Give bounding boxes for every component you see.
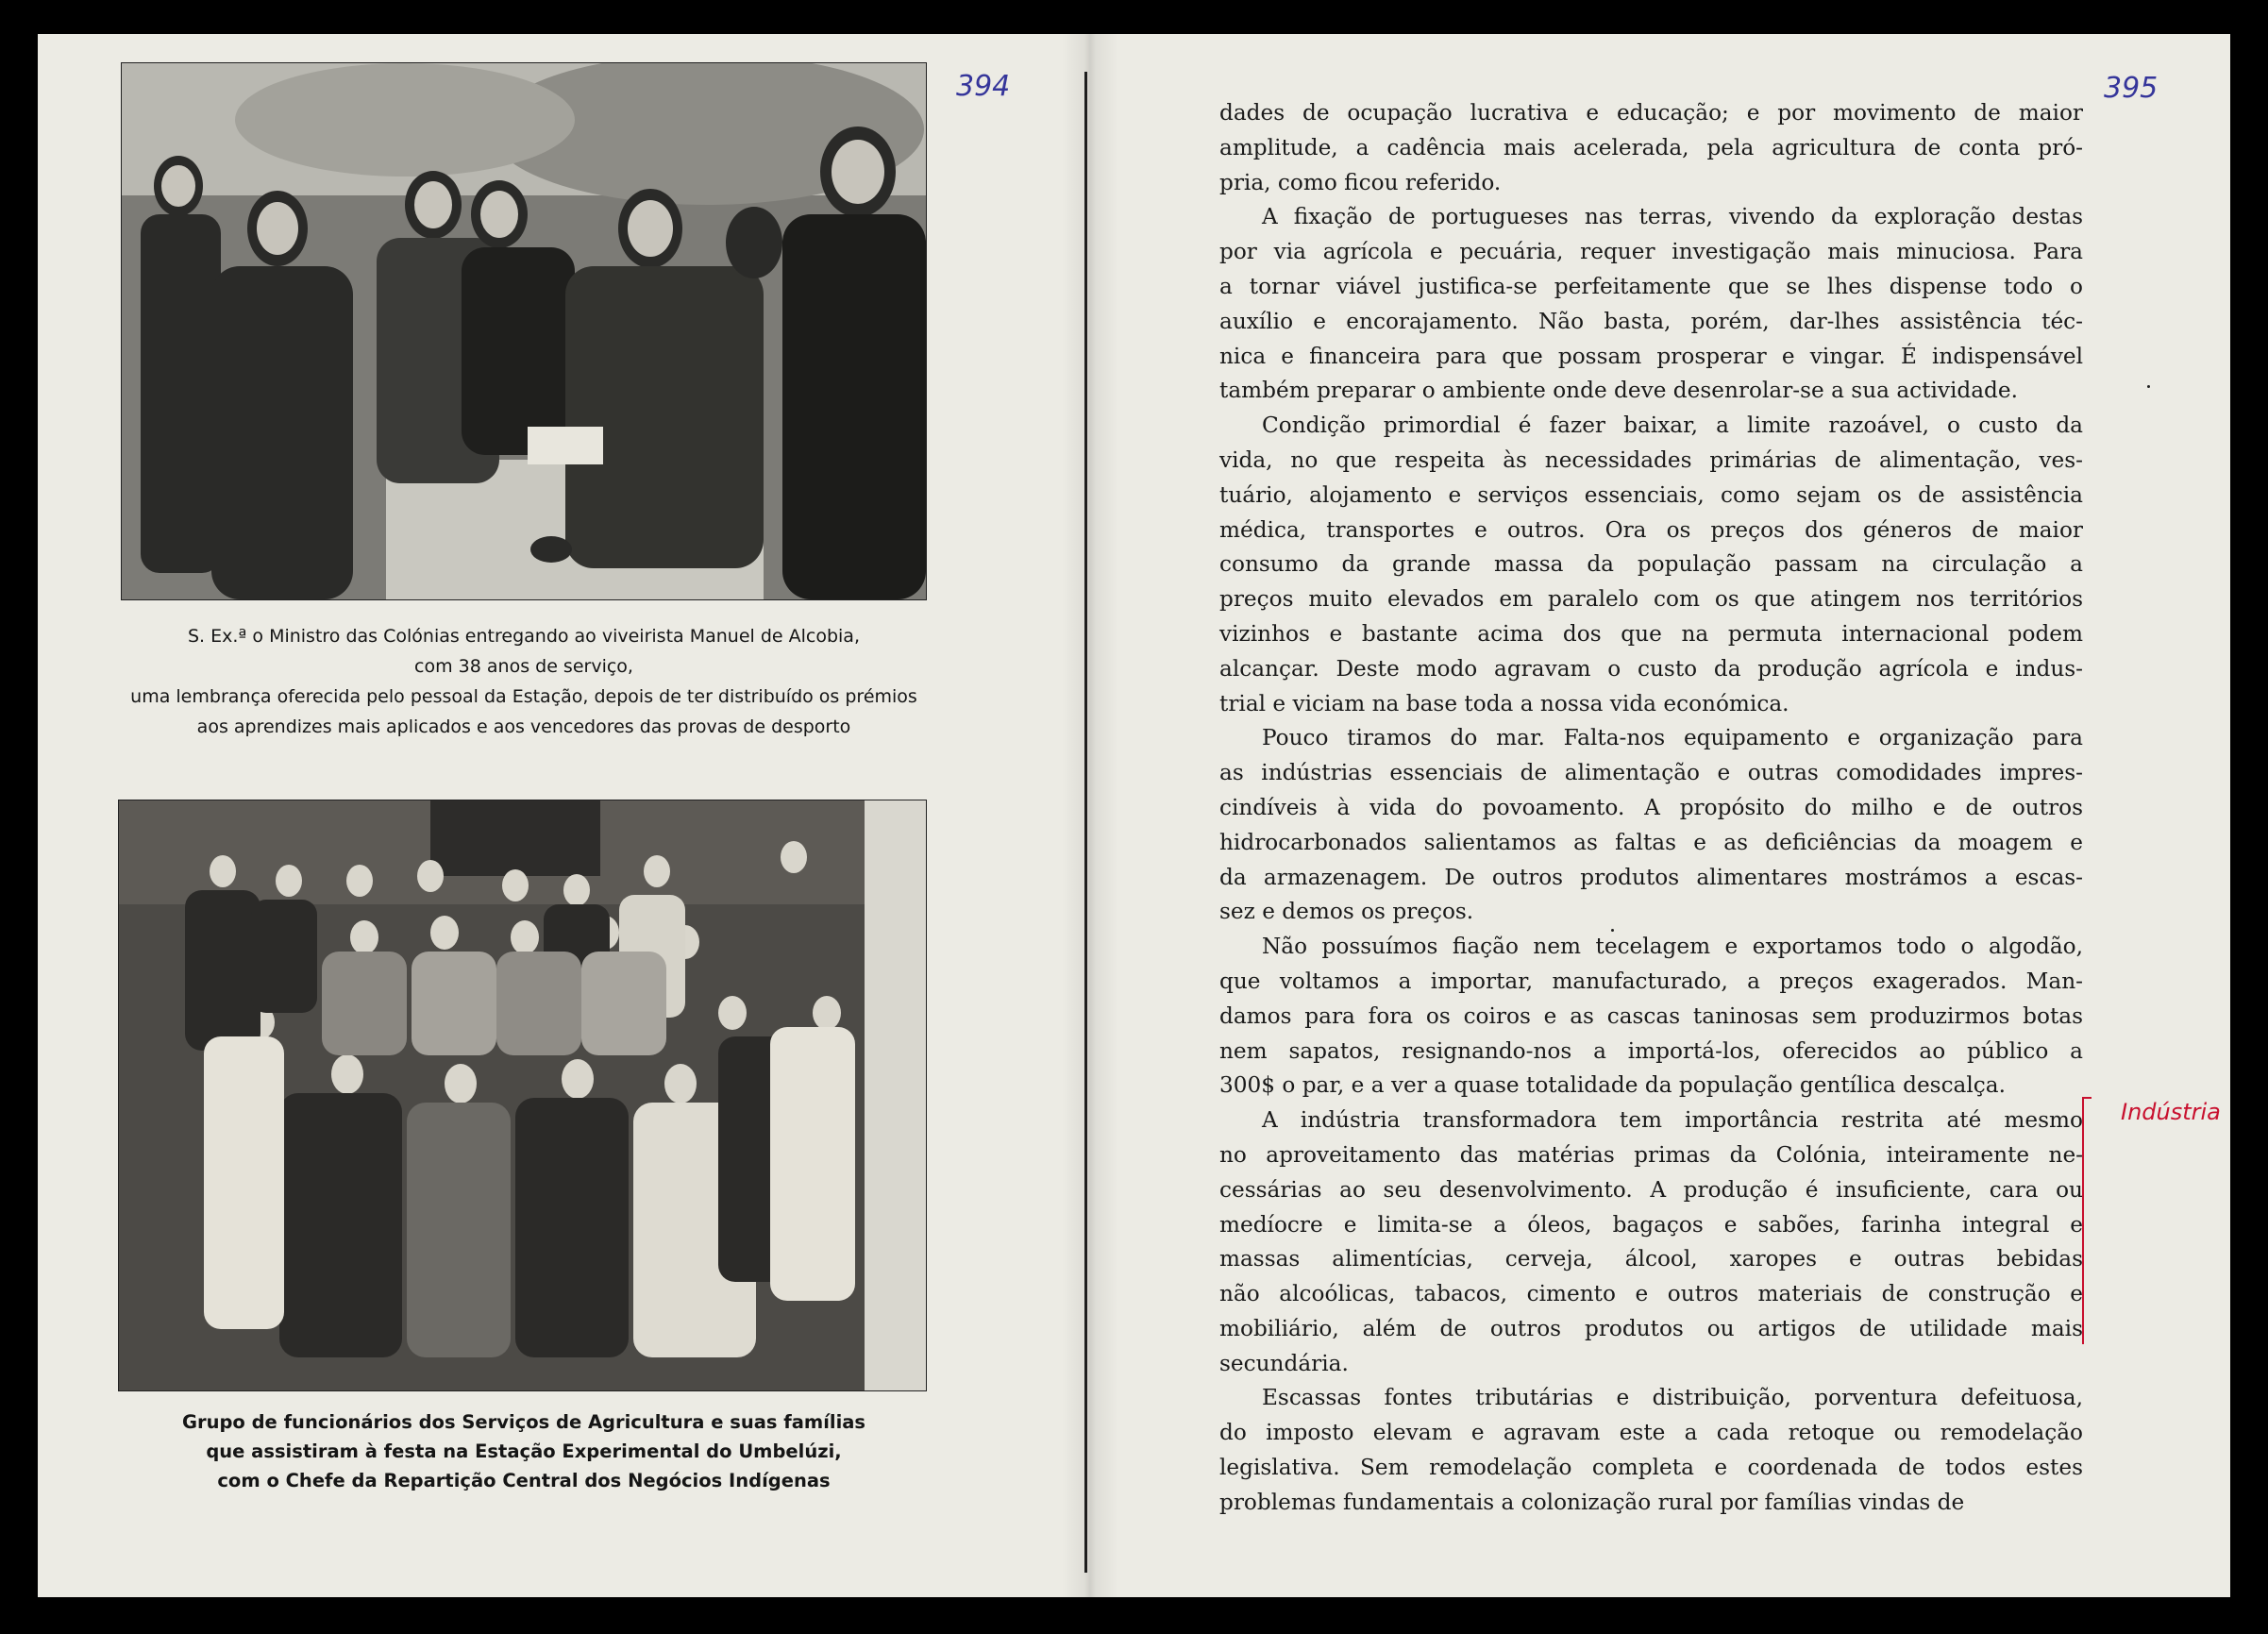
caption-bottom-line: com o Chefe da Repartição Central dos Negócios Indígenas xyxy=(217,1470,831,1491)
text-line: Escassas fontes tributárias e distribuição, porventura defeituosa, xyxy=(1262,1385,2083,1411)
caption-bottom xyxy=(94,1407,953,1495)
text-line: hidrocarbonados salientamos as faltas e as deficiências da moagem e xyxy=(1219,829,2083,855)
text-line: amplitude, a cadência mais acelerada, pela agricultura de conta pró- xyxy=(1219,134,2083,160)
text-line: não alcoólicas, tabacos, cimento e outros materiais de construção e xyxy=(1219,1281,2083,1307)
paragraph xyxy=(1219,1103,2083,1381)
photo-ceremony-illustration xyxy=(122,63,926,599)
speck xyxy=(2147,385,2150,388)
page-number-right: 395 xyxy=(2104,72,2159,105)
text-line: A fixação de portugueses nas terras, vivendo da exploração destas xyxy=(1262,204,2083,230)
text-line: nem sapatos, resignando-nos a importá-los, oferecidos ao público a xyxy=(1219,1037,2083,1064)
text-line: no aproveitamento das matérias primas da Colónia, inteiramente ne- xyxy=(1219,1141,2083,1168)
text-line: também preparar o ambiente onde deve desenrolar-se a sua actividade. xyxy=(1219,378,2018,404)
text-line: por via agrícola e pecuária, requer investigação mais minuciosa. Para xyxy=(1219,239,2083,265)
text-line: problemas fundamentais a colonização rural por famílias vindas de xyxy=(1219,1489,1965,1515)
text-line: mobiliário, além de outros produtos ou artigos de utilidade mais xyxy=(1219,1315,2083,1341)
text-line: a tornar viável justifica-se perfeitamente que se lhes dispense todo o xyxy=(1219,273,2083,299)
paragraph xyxy=(1219,721,2083,930)
text-line: Pouco tiramos do mar. Falta-nos equipamento e organização para xyxy=(1262,725,2083,751)
photo-group xyxy=(118,800,927,1391)
text-line: cessárias ao seu desenvolvimento. A produção é insuficiente, cara ou xyxy=(1219,1176,2083,1203)
photo-group-illustration xyxy=(119,800,926,1390)
caption-top-line: uma lembrança oferecida pelo pessoal da Estação, depois de ter distribuído os prémios xyxy=(130,686,917,707)
gutter-line xyxy=(1084,72,1087,1573)
text-line: medíocre e limita-se a óleos, bagaços e sabões, farinha integral e xyxy=(1219,1211,2083,1238)
caption-top-line: aos aprendizes mais aplicados e aos vencedores das provas de desporto xyxy=(196,716,851,737)
text-line: alcançar. Deste modo agravam o custo da produção agrícola e indus- xyxy=(1219,655,2083,682)
book-gutter xyxy=(1062,34,1118,1597)
text-line: pria, como ficou referido. xyxy=(1219,169,1502,195)
text-line: massas alimentícias, cerveja, álcool, xaropes e outras bebidas xyxy=(1219,1246,2083,1272)
text-line: secundária. xyxy=(1219,1350,1349,1376)
photo-ceremony xyxy=(121,62,927,600)
body-text xyxy=(1219,96,2083,1521)
paragraph xyxy=(1219,200,2083,409)
text-line: legislativa. Sem remodelação completa e coordenada de todos estes xyxy=(1219,1455,2083,1481)
text-line: dades de ocupação lucrativa e educação; e por movimento de maior xyxy=(1219,100,2083,126)
text-line: Não possuímos fiação nem tecelagem e exportamos todo o algodão, xyxy=(1262,934,2083,960)
caption-top xyxy=(94,621,953,742)
text-line: vida, no que respeita às necessidades primárias de alimentação, ves- xyxy=(1219,446,2083,473)
left-page xyxy=(38,34,1090,1597)
paragraph xyxy=(1219,96,2083,200)
text-line: médica, transportes e outros. Ora os preços dos géneros de maior xyxy=(1219,516,2083,543)
text-line: da armazenagem. De outros produtos alimentares mostrámos a escas- xyxy=(1219,864,2083,890)
text-line: A indústria transformadora tem importância restrita até mesmo xyxy=(1262,1107,2083,1134)
caption-bottom-line: que assistiram à festa na Estação Experimental do Umbelúzi, xyxy=(206,1440,842,1462)
page-number-left: 394 xyxy=(956,70,1011,103)
text-line: do imposto elevam e agravam este a cada retoque ou remodelação xyxy=(1219,1420,2083,1446)
text-line: preços muito elevados em paralelo com os que atingem nos territórios xyxy=(1219,586,2083,613)
speck xyxy=(1611,929,1614,932)
caption-top-line: S. Ex.ª o Ministro das Colónias entregando ao viveirista Manuel de Alcobia, xyxy=(187,626,860,647)
text-line: consumo da grande massa da população passam na circulação a xyxy=(1219,551,2083,578)
text-line: que voltamos a importar, manufacturado, a preços exagerados. Man- xyxy=(1219,968,2083,994)
text-line: as indústrias essenciais de alimentação e outras comodidades impres- xyxy=(1219,760,2083,786)
text-line: auxílio e encorajamento. Não basta, porém, dar-lhes assistência téc- xyxy=(1219,308,2083,334)
paragraph xyxy=(1219,930,2083,1103)
text-line: cindíveis à vida do povoamento. A propósito do milho e de outros xyxy=(1219,794,2083,820)
paragraph xyxy=(1219,1381,2083,1520)
margin-note: Indústria xyxy=(2121,1099,2221,1125)
margin-bracket xyxy=(2082,1097,2092,1344)
text-line: sez e demos os preços. xyxy=(1219,899,1474,925)
paragraph xyxy=(1219,409,2083,721)
text-line: vizinhos e bastante acima dos que na permuta internacional podem xyxy=(1219,620,2083,647)
right-page xyxy=(1090,34,2230,1597)
text-line: nica e financeira para que possam prosperar e vingar. É indispensável xyxy=(1219,343,2083,369)
text-line: tuário, alojamento e serviços essenciais, como sejam os de assistência xyxy=(1219,481,2083,508)
text-line: Condição primordial é fazer baixar, a limite razoável, o custo da xyxy=(1262,413,2083,439)
text-line: 300$ o par, e a ver a quase totalidade da população gentílica descalça. xyxy=(1219,1072,2006,1099)
caption-bottom-line: Grupo de funcionários dos Serviços de Agricultura e suas famílias xyxy=(181,1411,866,1433)
caption-top-line: com 38 anos de serviço, xyxy=(414,656,633,677)
text-line: trial e viciam na base toda a nossa vida económica. xyxy=(1219,690,1789,716)
text-line: damos para fora os coiros e as cascas taninosas sem produzirmos botas xyxy=(1219,1002,2083,1029)
